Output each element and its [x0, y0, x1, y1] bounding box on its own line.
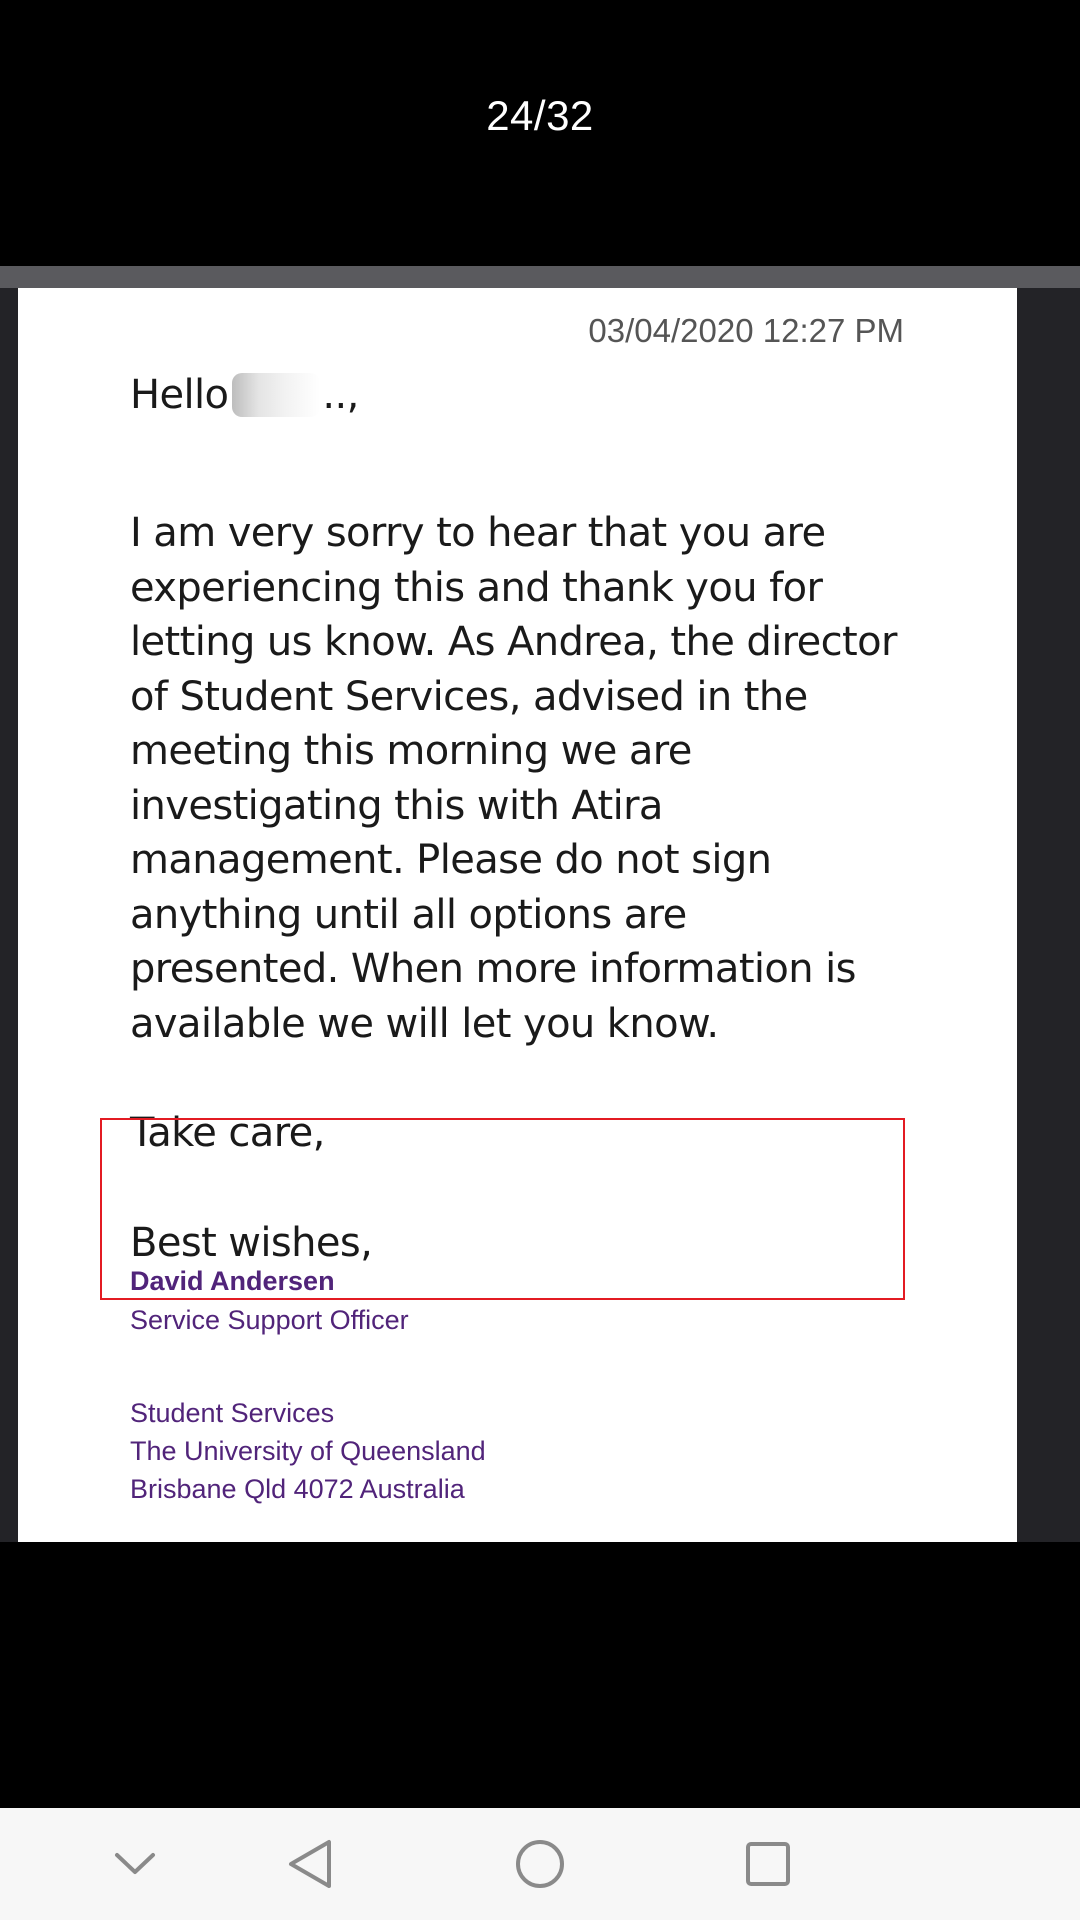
hide-nav-button[interactable] — [103, 1832, 167, 1896]
signature-department: Student Services — [130, 1398, 335, 1428]
home-button[interactable] — [508, 1832, 572, 1896]
signature-name: David Andersen — [130, 1266, 335, 1296]
body-line: presented. When more information is — [130, 946, 856, 992]
image-top-edge — [0, 266, 1080, 288]
email-timestamp: 03/04/2020 12:27 PM — [588, 312, 904, 349]
closing-best-wishes: Best wishes, — [130, 1220, 373, 1266]
recents-square-icon — [743, 1839, 793, 1889]
body-line: of Student Services, advised in the — [130, 673, 808, 720]
body-line: I am very sorry to hear that you are — [130, 510, 826, 556]
greeting-punctuation: .., — [322, 372, 359, 418]
back-button[interactable] — [278, 1832, 342, 1896]
body-line: meeting this morning we are — [130, 728, 692, 774]
email-body-paragraph — [130, 506, 930, 1051]
email-sheet — [18, 288, 1017, 1542]
body-line: anything until all options are — [130, 891, 687, 938]
greeting-word: Hello — [130, 372, 229, 418]
body-line: experiencing this and thank you for — [130, 564, 823, 611]
chevron-down-icon — [113, 1850, 157, 1878]
body-line: letting us know. As Andrea, the director — [130, 619, 897, 665]
signature-address: Brisbane Qld 4072 Australia — [130, 1474, 465, 1504]
page-counter: 24/32 — [486, 92, 594, 139]
signature-university: The University of Queensland — [130, 1436, 486, 1466]
closing-take-care: Take care, — [130, 1110, 325, 1156]
body-line: investigating this with Atira — [130, 782, 663, 829]
email-screenshot-image[interactable] — [0, 266, 1080, 1542]
android-navigation-bar — [0, 1808, 1080, 1920]
home-circle-icon — [513, 1837, 567, 1891]
body-line: available we will let you know. — [130, 1000, 719, 1047]
redacted-name-blur — [232, 373, 320, 417]
signature-role: Service Support Officer — [130, 1305, 409, 1335]
recents-button[interactable] — [736, 1832, 800, 1896]
back-triangle-icon — [285, 1838, 335, 1890]
body-line: management. Please do not sign — [130, 837, 772, 883]
email-greeting — [130, 368, 930, 423]
